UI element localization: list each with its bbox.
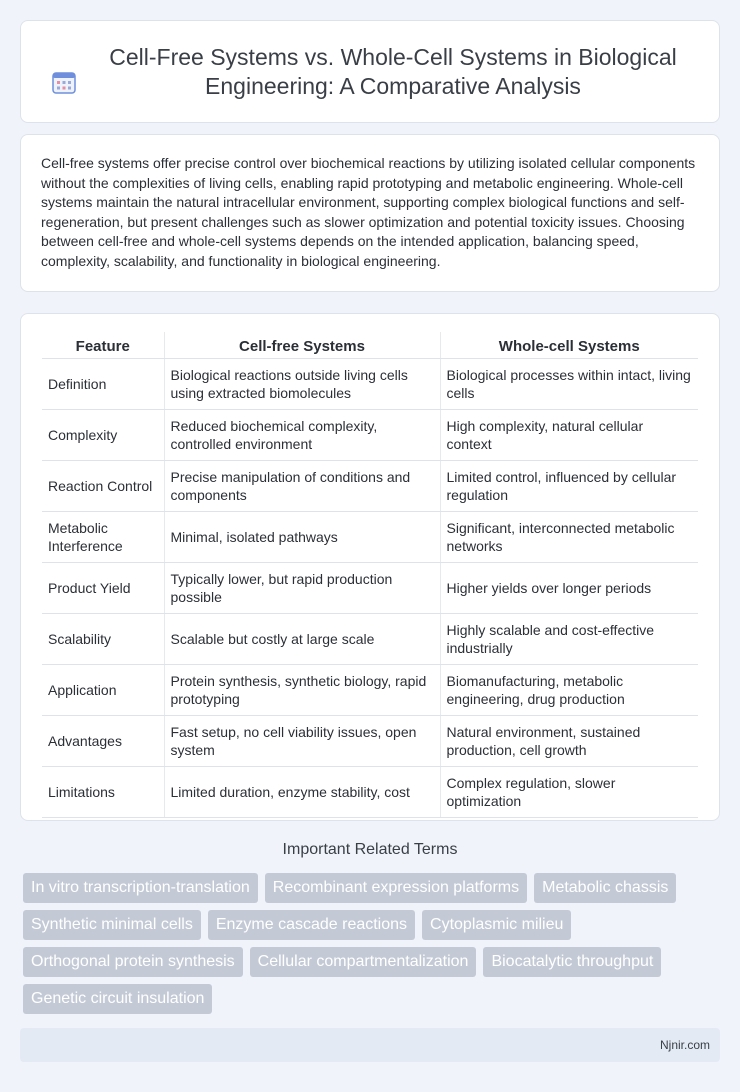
whole-cell-cell: Complex regulation, slower optimization	[440, 767, 698, 818]
whole-cell-cell: Highly scalable and cost-effective industrially	[440, 614, 698, 665]
column-header-feature: Feature	[42, 332, 164, 359]
table-row	[42, 665, 698, 716]
related-term-tag[interactable]: In vitro transcription-translation	[23, 873, 258, 903]
footer	[20, 1028, 720, 1062]
related-term-tag[interactable]: Synthetic minimal cells	[23, 910, 201, 940]
feature-cell: Definition	[42, 359, 164, 410]
whole-cell-cell: Higher yields over longer periods	[440, 563, 698, 614]
table-row	[42, 359, 698, 410]
feature-cell: Advantages	[42, 716, 164, 767]
table-row	[42, 563, 698, 614]
related-term-tag[interactable]: Cytoplasmic milieu	[422, 910, 571, 940]
related-term-tag[interactable]: Enzyme cascade reactions	[208, 910, 415, 940]
comparison-table	[42, 332, 698, 818]
cell-free-cell: Biological reactions outside living cells using extracted biomolecules	[164, 359, 440, 410]
table-row	[42, 716, 698, 767]
related-terms-heading: Important Related Terms	[282, 841, 458, 858]
feature-cell: Scalability	[42, 614, 164, 665]
feature-cell: Application	[42, 665, 164, 716]
table-header-row	[42, 332, 698, 359]
table-row	[42, 512, 698, 563]
table-row	[42, 410, 698, 461]
cell-free-cell: Fast setup, no cell viability issues, open system	[164, 716, 440, 767]
page-title: Cell-Free Systems vs. Whole-Cell Systems in Biological Engineering: A Comparative Analysis	[109, 43, 677, 99]
whole-cell-cell: Biological processes within intact, living cells	[440, 359, 698, 410]
cell-free-cell: Precise manipulation of conditions and components	[164, 461, 440, 512]
feature-cell: Metabolic Interference	[42, 512, 164, 563]
cell-free-cell: Minimal, isolated pathways	[164, 512, 440, 563]
summary-text: Cell-free systems offer precise control over biochemical reactions by utilizing isolated cellular components without the complexities of living cells, enabling rapid prototyping and metabolic engineering. Whole-cell systems maintain the natural intracellular environment, supporting complex biological functions and self-regeneration, but present challenges such as slower optimization and potential toxicity issues. Choosing between cell-free and whole-cell systems depends on the intended application, balancing speed, complexity, scalability, and functionality in biological engineering.	[41, 155, 696, 269]
title-wrap	[51, 43, 689, 101]
whole-cell-cell: Biomanufacturing, metabolic engineering, drug production	[440, 665, 698, 716]
calendar-grid-icon	[51, 69, 77, 95]
related-terms-list	[23, 873, 723, 1014]
cell-free-cell: Typically lower, but rapid production possible	[164, 563, 440, 614]
table-row	[42, 461, 698, 512]
cell-free-cell: Reduced biochemical complexity, controlled environment	[164, 410, 440, 461]
summary-card	[20, 134, 720, 292]
cell-free-cell: Protein synthesis, synthetic biology, rapid prototyping	[164, 665, 440, 716]
column-header-cell-free: Cell-free Systems	[164, 332, 440, 359]
feature-cell: Reaction Control	[42, 461, 164, 512]
feature-cell: Complexity	[42, 410, 164, 461]
related-term-tag[interactable]: Cellular compartmentalization	[250, 947, 477, 977]
table-row	[42, 614, 698, 665]
related-term-tag[interactable]: Orthogonal protein synthesis	[23, 947, 243, 977]
column-header-whole-cell: Whole-cell Systems	[440, 332, 698, 359]
table-row	[42, 767, 698, 818]
whole-cell-cell: High complexity, natural cellular context	[440, 410, 698, 461]
title-card	[20, 20, 720, 123]
cell-free-cell: Limited duration, enzyme stability, cost	[164, 767, 440, 818]
related-term-tag[interactable]: Recombinant expression platforms	[265, 873, 527, 903]
related-term-tag[interactable]: Metabolic chassis	[534, 873, 676, 903]
whole-cell-cell: Limited control, influenced by cellular regulation	[440, 461, 698, 512]
feature-cell: Product Yield	[42, 563, 164, 614]
footer-site-link[interactable]: Njnir.com	[659, 1038, 710, 1052]
cell-free-cell: Scalable but costly at large scale	[164, 614, 440, 665]
related-term-tag[interactable]: Genetic circuit insulation	[23, 984, 212, 1014]
whole-cell-cell: Significant, interconnected metabolic networks	[440, 512, 698, 563]
comparison-table-card	[20, 313, 720, 821]
whole-cell-cell: Natural environment, sustained production, cell growth	[440, 716, 698, 767]
feature-cell: Limitations	[42, 767, 164, 818]
related-term-tag[interactable]: Biocatalytic throughput	[483, 947, 661, 977]
